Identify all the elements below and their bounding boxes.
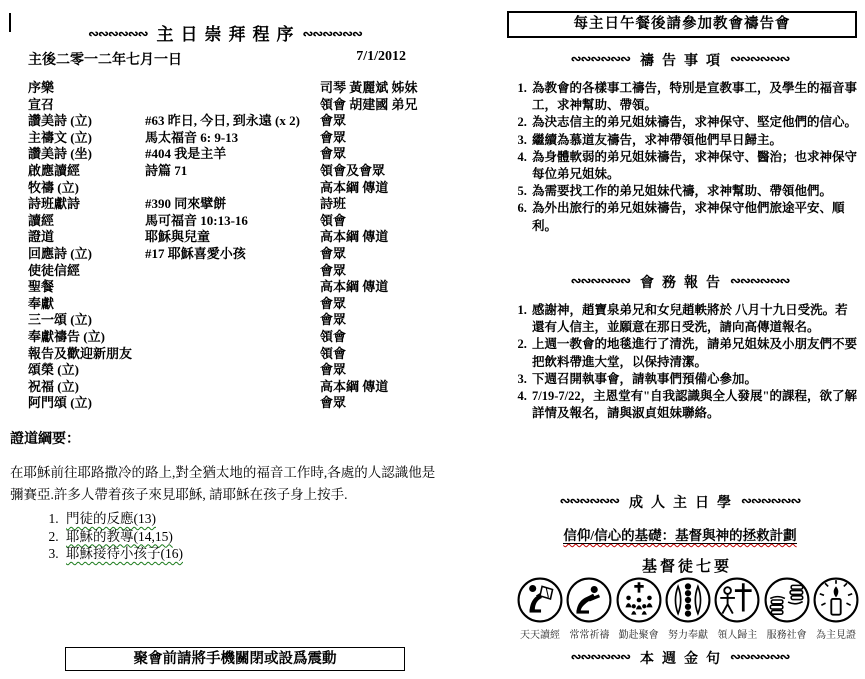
worship-item-content: 馬可福音 10:13-16 — [145, 212, 248, 228]
worship-item-content: #404 我是主羊 — [145, 146, 227, 162]
worship-row — [28, 113, 442, 130]
worship-row — [28, 80, 442, 97]
prayer-item: 4. 為身體軟弱的弟兄姐妹禱告，求神保守、醫治；也求神保守每位弟兄姐妹。 — [530, 149, 858, 183]
worship-item-person: 領會 — [320, 328, 347, 344]
reading-icon — [517, 577, 563, 623]
worship-item-person: 領會 — [320, 212, 347, 228]
worship-item-person: 領會 — [320, 345, 347, 361]
page-title: 主日崇拜程序 — [156, 25, 301, 44]
worship-item-person: 會眾 — [320, 245, 347, 261]
chain-ornament-icon: ∾∾∾∾∾∾ — [730, 51, 790, 66]
worship-item-content — [145, 312, 320, 329]
prayer-items-heading: ∾∾∾∾∾∾ 禱告事項 ∾∾∾∾∾∾ — [570, 51, 790, 69]
sermon-outline-intro: 在耶穌前往耶路撒冷的路上,對全猶太地的福音工作時,各處的人認識他是彌賽亞.許多人帶着孩子來見耶穌, 請耶穌在孩子身上按手. — [10, 465, 436, 502]
worship-item-content: 詩篇 71 — [145, 162, 188, 178]
worship-item-content: #17 耶穌喜愛小孩 — [145, 245, 246, 261]
worship-row — [28, 279, 442, 296]
worship-item-content — [145, 279, 320, 296]
affairs-item: 1. 感謝神，趙寶泉弟兄和女兒趙軼將於 八月十九日受洗。若還有人信主，並願意在那日受洗，請向高傳道報名。 — [530, 302, 858, 336]
worship-item-content — [145, 346, 320, 363]
prayer-item: 5. 為需要找工作的弟兄姐妹代禱，求神幫助、帶領他們。 — [530, 183, 858, 200]
worship-item-person: 會眾 — [320, 129, 347, 145]
left-title-row — [10, 20, 440, 45]
sermon-outline-point: 3. 耶穌接待小孩子(16) — [62, 545, 446, 563]
essential-give-offering: 努力奉獻 — [665, 577, 711, 641]
worship-item-person: 高本綱 傳道 — [320, 378, 389, 394]
worship-item-person: 會眾 — [320, 362, 347, 378]
prayer-items-list — [502, 80, 858, 235]
chain-ornament-icon: ∾∾∾∾∾∾ — [741, 493, 801, 508]
worship-item-person: 會眾 — [320, 146, 347, 162]
worship-item-content — [145, 180, 320, 197]
phone-notice-text: 聚會前請將手機關閉或設爲震動 — [133, 651, 337, 667]
essential-witness: 為主見證 — [813, 577, 859, 641]
worship-item-label: 啟應讀經 — [28, 162, 81, 178]
worship-row — [28, 180, 442, 197]
worship-item-content — [145, 97, 320, 114]
worship-row — [28, 395, 442, 412]
worship-row — [28, 196, 442, 213]
worship-item-label: 報告及歡迎新朋友 — [28, 345, 133, 361]
worship-item-person: 會眾 — [320, 113, 347, 129]
chain-ornament-icon: ∾∾∾∾∾∾ — [730, 273, 790, 288]
worship-item-label: 詩班獻詩 — [28, 196, 81, 212]
worship-item-label: 祝福 (立) — [28, 378, 79, 394]
essential-pray-often: 常常祈禱 — [566, 577, 612, 641]
worship-item-label: 回應詩 (立) — [28, 245, 92, 261]
worship-item-person: 會眾 — [320, 395, 347, 411]
worship-item-label: 宣召 — [28, 96, 55, 112]
worship-item-label: 使徒信經 — [28, 262, 81, 278]
worship-item-label: 聖餐 — [28, 279, 55, 295]
worship-item-person: 高本綱 傳道 — [320, 279, 389, 295]
worship-row — [28, 97, 442, 114]
worship-row — [28, 213, 442, 230]
worship-row — [28, 130, 442, 147]
worship-item-person: 高本綱 傳道 — [320, 179, 389, 195]
chain-ornament-icon: ∾∾∾∾∾∾ — [559, 493, 619, 508]
prayer-item: 2. 為決志信主的弟兄姐妹禱告，求神保守、堅定他們的信心。 — [530, 114, 858, 131]
phone-notice-box — [65, 647, 405, 671]
worship-item-content: #63 昨日, 今日, 到永遠 (x 2) — [145, 113, 300, 129]
worship-item-content — [145, 80, 320, 97]
worship-item-label: 牧禱 (立) — [28, 179, 79, 195]
church-affairs-list — [502, 302, 858, 422]
chain-ornament-icon: ∾∾∾∾∾∾ — [570, 649, 630, 664]
worship-item-label: 奉獻禱告 (立) — [28, 328, 105, 344]
date-numeric: 7/1/2012 — [356, 49, 406, 64]
worship-row — [28, 246, 442, 263]
praying-icon — [566, 577, 612, 623]
worship-row — [28, 263, 442, 280]
worship-row — [28, 229, 442, 246]
worship-row — [28, 329, 442, 346]
sermon-outline-point: 2. 耶穌的教導(14,15) — [62, 528, 446, 546]
worship-row — [28, 312, 442, 329]
chain-ornament-icon: ∾∾∾∾∾∾ — [570, 273, 630, 288]
gathering-icon — [616, 577, 662, 623]
seven-essentials-title: 基督徒七要 — [641, 558, 732, 575]
chain-ornament-icon: ∾∾∾∾∾∾ — [88, 26, 148, 41]
worship-item-content: 馬太福音 6: 9-13 — [145, 129, 239, 145]
service-icon — [764, 577, 810, 623]
worship-item-label: 序樂 — [28, 80, 55, 95]
affairs-item: 2. 上週一教會的地毯進行了清洗，請弟兄姐妹及小朋友們不要把飲料帶進大堂，以保持清潔。 — [530, 336, 858, 370]
essential-read-scripture: 天天讀經 — [517, 577, 563, 641]
offering-icon — [665, 577, 711, 623]
sermon-outline-section — [10, 428, 446, 563]
worship-item-person: 領會及會眾 — [320, 162, 386, 178]
sermon-outline-point: 1. 門徒的反應(13) — [62, 510, 446, 528]
essential-attend-meetings: 勤赴聚會 — [616, 577, 662, 641]
worship-item-label: 讀經 — [28, 212, 55, 228]
evangelism-icon — [714, 577, 760, 623]
worship-item-person: 高本綱 傳道 — [320, 229, 389, 245]
worship-item-label: 阿門頌 (立) — [28, 395, 92, 411]
chain-ornament-icon: ∾∾∾∾∾∾ — [570, 51, 630, 66]
seven-essentials-icons — [517, 577, 859, 641]
worship-item-content — [145, 329, 320, 346]
worship-item-person: 會眾 — [320, 312, 347, 328]
worship-item-label: 主禱文 (立) — [28, 129, 92, 145]
chain-ornament-icon: ∾∾∾∾∾∾ — [302, 26, 362, 41]
essential-serve-society: 服務社會 — [764, 577, 810, 641]
adult-sunday-school-heading: ∾∾∾∾∾∾ 成人主日學 ∾∾∾∾∾∾ — [559, 493, 801, 511]
worship-row — [28, 146, 442, 163]
prayer-item: 6. 為外出旅行的弟兄姐妹禱告，求神保守他們旅途平安、順利。 — [530, 200, 858, 234]
date-row — [28, 49, 406, 69]
golden-verse-heading: ∾∾∾∾∾∾ 本週金句 ∾∾∾∾∾∾ — [570, 649, 790, 667]
worship-item-label: 證道 — [28, 229, 55, 245]
worship-row — [28, 163, 442, 180]
worship-row — [28, 362, 442, 379]
worship-row — [28, 346, 442, 363]
worship-item-content — [145, 379, 320, 396]
worship-item-label: 讚美詩 (坐) — [28, 146, 92, 162]
worship-row — [28, 379, 442, 396]
affairs-item: 4. 7/19-7/22，主恩堂有"自我認識與全人發展"的課程，欲了解詳情及報名，請與淑貞姐妹聯絡。 — [530, 388, 858, 422]
affairs-item: 3. 下週召開執事會，請執事們預備心參加。 — [530, 371, 858, 388]
witness-candle-icon — [813, 577, 859, 623]
prayer-item: 1. 為教會的各樣事工禱告，特別是宣教事工，及學生的福音事工，求神幫助、帶領。 — [530, 80, 858, 114]
worship-item-label: 頌榮 (立) — [28, 362, 79, 378]
worship-item-content: 耶穌與兒童 — [145, 229, 211, 245]
prayer-item: 3. 繼續為慕道友禱告，求神帶領他們早日歸主。 — [530, 132, 858, 149]
essential-lead-to-lord: 領人歸主 — [714, 577, 760, 641]
worship-item-person: 司琴 黃麗斌 姊妹 — [320, 80, 418, 95]
church-affairs-heading: ∾∾∾∾∾∾ 會務報告 ∾∾∾∾∾∾ — [570, 273, 790, 291]
worship-item-label: 奉獻 — [28, 295, 55, 311]
worship-item-person: 會眾 — [320, 262, 347, 278]
prayer-meeting-notice-text: 每主日午餐後請參加教會禱告會 — [573, 16, 791, 32]
worship-item-content — [145, 362, 320, 379]
worship-item-person: 詩班 — [320, 196, 347, 212]
worship-item-content — [145, 296, 320, 313]
chain-ornament-icon: ∾∾∾∾∾∾ — [730, 649, 790, 664]
worship-item-person: 會眾 — [320, 295, 347, 311]
worship-item-content: #390 同來擘餅 — [145, 196, 227, 212]
worship-item-label: 三一頌 (立) — [28, 312, 92, 328]
worship-item-label: 讚美詩 (立) — [28, 113, 92, 129]
worship-item-content — [145, 395, 320, 412]
date-chinese: 主後二零一二年七月一日 — [28, 53, 182, 68]
sunday-school-topic: 信仰/信心的基礎：基督與神的拯救計劃 — [563, 528, 797, 543]
worship-item-person: 領會 胡建國 弟兄 — [320, 96, 418, 112]
sermon-outline-heading: 證道綱要： — [10, 432, 80, 447]
sermon-outline-points — [10, 510, 446, 563]
worship-order-table — [28, 80, 442, 412]
worship-row — [28, 296, 442, 313]
worship-item-content — [145, 263, 320, 280]
prayer-meeting-notice-box — [507, 11, 857, 38]
